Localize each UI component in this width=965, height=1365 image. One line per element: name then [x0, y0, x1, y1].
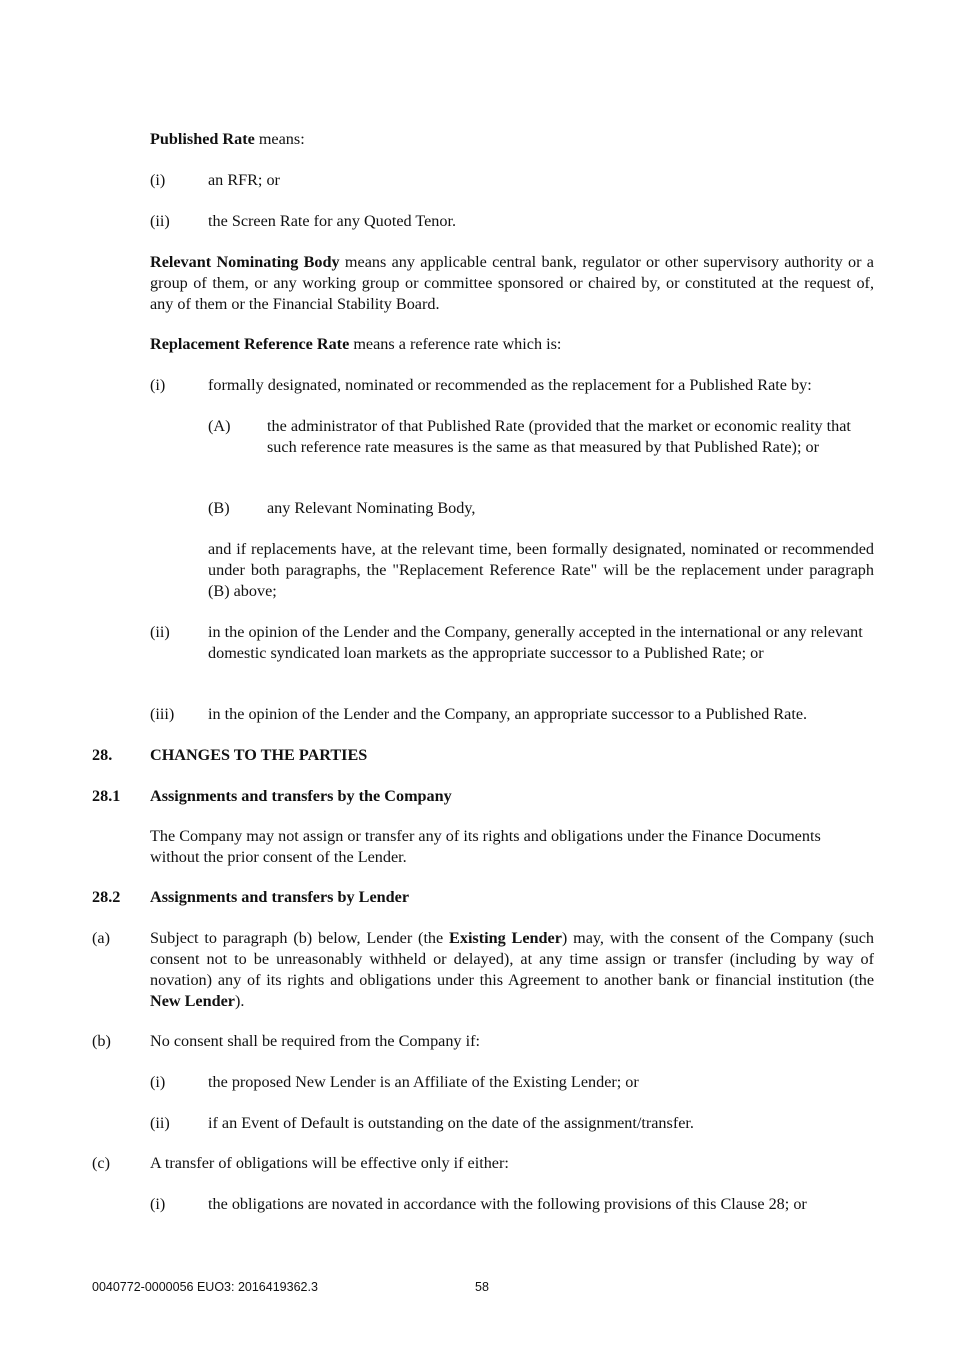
rrr-item-iii-text: in the opinion of the Lender and the Company, an appropriate successor to a Published Rate. [208, 705, 808, 723]
clause-28-2-b-i-label: (i) [150, 1073, 166, 1091]
new-lender-term: New Lender [150, 992, 235, 1010]
clause-28-2-b-label: (b) [92, 1032, 111, 1050]
clause-28-2-number: 28.2 [92, 888, 121, 906]
clause-28-2-b-i-text: the proposed New Lender is an Affiliate of the Existing Lender; or [208, 1073, 639, 1091]
published-rate-item-i-text: an RFR; or [208, 171, 280, 189]
clause-28-2-c-text: A transfer of obligations will be effective only if either: [150, 1154, 509, 1172]
clause-28-1-heading: Assignments and transfers by the Company [150, 787, 452, 805]
rrr-item-iii-label: (iii) [150, 705, 175, 723]
replacement-reference-rate-definition: Replacement Reference Rate means a reference rate which is: [150, 335, 562, 353]
clause-28-2-b-text: No consent shall be required from the Company if: [150, 1032, 480, 1050]
clause-28-2-a-label: (a) [92, 929, 110, 947]
published-rate-item-ii-label: (ii) [150, 212, 170, 230]
clause-28-2-b-ii-label: (ii) [150, 1114, 170, 1132]
existing-lender-term: Existing Lender [449, 929, 562, 947]
footer-page-number: 58 [475, 1280, 489, 1294]
relevant-nominating-body-term: Relevant Nominating Body [150, 253, 340, 271]
clause-28-2-c-i-label: (i) [150, 1195, 166, 1213]
rrr-item-i-text: formally designated, nominated or recommended as the replacement for a Published Rate by: [208, 376, 812, 394]
clause-28-2-c-label: (c) [92, 1154, 110, 1172]
published-rate-term: Published Rate [150, 130, 255, 148]
clause-28-2-c-i-text: the obligations are novated in accordance with the following provisions of this Clause 28; or [208, 1195, 807, 1213]
rrr-tail-paragraph: and if replacements have, at the relevant time, been formally designated, nominated or recommended under both paragraphs, the "Replacement Reference Rate" will be the replacement under paragraph (B) above; [208, 540, 874, 600]
footer-document-reference: 0040772-0000056 EUO3: 2016419362.3 [92, 1280, 318, 1294]
clause-28-2-heading: Assignments and transfers by Lender [150, 888, 410, 906]
clause-28-2-b-ii-text: if an Event of Default is outstanding on the date of the assignment/transfer. [208, 1114, 694, 1132]
clause-28-1-body: The Company may not assign or transfer any of its rights and obligations under the Finance Documents without the prior consent of the Lender. [150, 827, 821, 866]
clause-28-2-a-text: Subject to paragraph (b) below, Lender (the Existing Lender) may, with the consent of the Company (such consent not to be unreasonably withheld or delayed), at any time assign or transfer (including by way of novation) any of its rights and obligations under this Agreement to another bank or financial institution (the New Lender). [150, 929, 875, 1010]
clause-28-heading: CHANGES TO THE PARTIES [150, 746, 368, 764]
replacement-reference-rate-term: Replacement Reference Rate [150, 335, 350, 353]
published-rate-definition: Published Rate means: [150, 130, 305, 148]
rrr-item-A-label: (A) [208, 417, 231, 435]
published-rate-item-i-label: (i) [150, 171, 166, 189]
rrr-item-A-text: the administrator of that Published Rate (provided that the market or economic reality that such reference rate measures is the same as that measured by that Published Rate); or [267, 417, 851, 456]
relevant-nominating-body-definition: Relevant Nominating Body means any applicable central bank, regulator or other supervisory authority or a group of them, or any working group or committee sponsored or chaired by, or constituted at the request of, any of them or the Financial Stability Board. [150, 253, 874, 313]
rrr-item-ii-label: (ii) [150, 623, 170, 641]
rrr-item-B-text: any Relevant Nominating Body, [267, 499, 476, 517]
published-rate-item-ii-text: the Screen Rate for any Quoted Tenor. [208, 212, 457, 230]
clause-28-1-number: 28.1 [92, 787, 121, 805]
rrr-item-ii-text: in the opinion of the Lender and the Company, generally accepted in the international or any relevant domestic syndicated loan markets as the appropriate successor to a Published Rate; or [208, 623, 863, 662]
clause-28-number: 28. [92, 746, 113, 764]
rrr-item-i-label: (i) [150, 376, 166, 394]
rrr-item-B-label: (B) [208, 499, 230, 517]
